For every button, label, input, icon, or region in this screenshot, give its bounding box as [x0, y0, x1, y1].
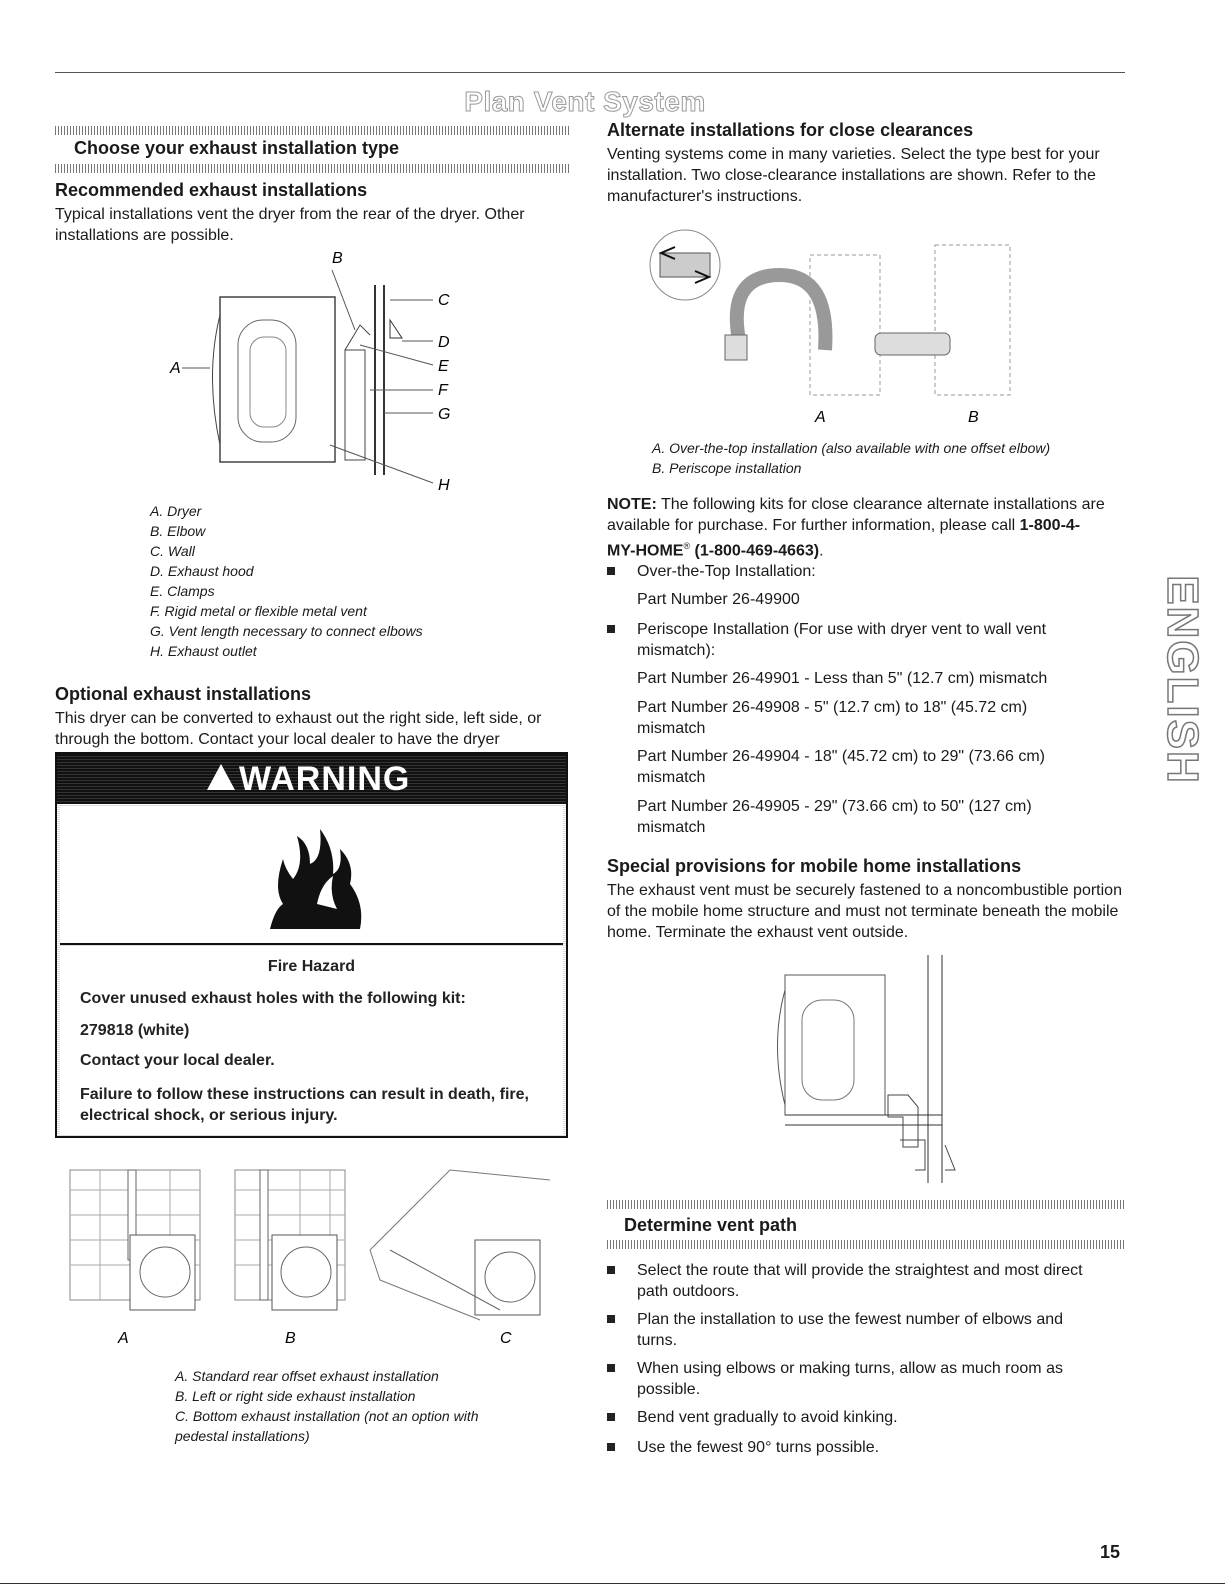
fire-hazard-symbol-panel [60, 806, 563, 945]
vent-path-rule-bottom [607, 1240, 1125, 1249]
alternate-text: Venting systems come in many varieties. Select the type best for your installation. Two close-clearance installations are shown. Refer to the manufacturer's instructions. [607, 146, 1100, 205]
top-rule [55, 72, 1125, 73]
vent-path-rule-top [607, 1200, 1125, 1209]
bottom-rule [0, 1583, 1225, 1584]
legend-item: A. Dryer [150, 503, 202, 519]
install-label-a: A [118, 1330, 129, 1347]
note-reg: ® [683, 541, 691, 551]
legend-item: D. Exhaust hood [150, 563, 254, 579]
warning-box [55, 752, 568, 1138]
legend-item: A. Standard rear offset exhaust installation [175, 1368, 439, 1384]
optional-text: This dryer can be converted to exhaust out the right side, left side, or through the bottom. Contact your local dealer to have the dryer [55, 710, 542, 748]
legend-item: B. Periscope installation [652, 460, 802, 476]
mobile-heading: Special provisions for mobile home installations [607, 856, 1022, 876]
section-title-vent-path: Determine vent path [624, 1215, 798, 1235]
note-text: The following kits for close clearance alternate installations are available for purchase. For further information, please call [607, 496, 1105, 534]
part-number: Part Number 26-49900 [637, 591, 800, 608]
installation-types-diagram [60, 1160, 560, 1350]
warning-banner [57, 754, 566, 804]
warning-banner-text: WARNING [239, 760, 411, 798]
recommended-exhaust-diagram [160, 245, 460, 495]
bullet-icon [607, 625, 615, 633]
diagram-b [235, 1170, 345, 1310]
bullet-icon [607, 1413, 615, 1421]
section-title-exhaust-type: Choose your exhaust installation type [74, 138, 400, 158]
install-label-c: C [500, 1330, 512, 1347]
bullet-icon [607, 1364, 615, 1372]
close-clearance-diagram [620, 215, 1040, 430]
language-side-tab [1152, 575, 1212, 785]
legend-item: E. Clamps [150, 583, 215, 599]
mobile-text: The exhaust vent must be securely fastened to a noncombustible portion of the mobile home structure and must not terminate beneath the mobile home. Terminate the exhaust vent outside. [607, 882, 1122, 941]
kit-title: Over-the-Top Installation: [637, 563, 816, 580]
diagram-periscope [875, 245, 1010, 395]
legend-item: A. Over-the-top installation (also available with one offset elbow) [652, 440, 1051, 456]
warning-icon [207, 764, 235, 790]
label-b: B [332, 250, 343, 267]
note-end: . [819, 542, 824, 560]
legend-item: F. Rigid metal or flexible metal vent [150, 603, 367, 619]
mobile-home-diagram [760, 955, 980, 1185]
diagram-a [70, 1170, 200, 1310]
legend-item: H. Exhaust outlet [150, 643, 257, 659]
section-rule-top [55, 126, 570, 135]
part-number: Part Number 26-49908 - 5" (12.7 cm) to 18" (45.72 cm) mismatch [637, 699, 1028, 737]
kit-title: Periscope Installation (For use with dryer vent to wall vent mismatch): [637, 621, 1047, 659]
bullet-icon [607, 567, 615, 575]
page-number: 15 [1100, 1542, 1121, 1562]
note-paragraph [607, 494, 1107, 561]
part-number: Part Number 26-49905 - 29" (73.66 cm) to 50" (127 cm) mismatch [637, 798, 1032, 836]
legend-item: B. Left or right side exhaust installation [175, 1388, 416, 1404]
side-tab-text: ENGLISH [1158, 575, 1207, 785]
label-g: G [438, 406, 451, 423]
label-e: E [438, 358, 449, 375]
legend-item: C. Wall [150, 543, 195, 559]
alt-label-b: B [968, 409, 979, 426]
recommended-heading: Recommended exhaust installations [55, 180, 368, 200]
warning-line: Contact your local dealer. [80, 1052, 275, 1069]
recommended-legend [150, 501, 423, 661]
vent-path-text: Select the route that will provide the straightest and most direct path outdoors. [637, 1262, 1083, 1300]
label-c: C [438, 292, 450, 309]
hazard-title: Fire Hazard [267, 958, 356, 975]
bullet-icon [607, 1315, 615, 1323]
legend-item: B. Elbow [150, 523, 206, 539]
bullet-icon [607, 1266, 615, 1274]
part-number: Part Number 26-49901 - Less than 5" (12.7 cm) mismatch [637, 670, 1048, 687]
optional-heading: Optional exhaust installations [55, 684, 312, 704]
warning-line: 279818 (white) [80, 1022, 190, 1039]
warning-text-panel [60, 946, 563, 1135]
vent-path-text: Plan the installation to use the fewest number of elbows and turns. [637, 1311, 1064, 1349]
alternate-legend [652, 438, 1050, 478]
fire-icon [255, 814, 375, 934]
diagram-c [370, 1170, 550, 1320]
label-d: D [438, 334, 450, 351]
warning-line: Cover unused exhaust holes with the following kit: [80, 990, 466, 1007]
page-title: Plan Vent System [464, 86, 706, 117]
bullet-icon [607, 1443, 615, 1451]
diagram-over-the-top [650, 230, 880, 395]
warning-line: Failure to follow these instructions can result in death, fire, electrical shock, or serious injury. [80, 1086, 529, 1124]
note-label: NOTE: [607, 496, 657, 513]
vent-path-text: When using elbows or making turns, allow as much room as possible. [637, 1360, 1063, 1398]
alt-label-a: A [815, 409, 826, 426]
vent-path-text: Bend vent gradually to avoid kinking. [637, 1409, 898, 1426]
alternate-heading: Alternate installations for close clearances [607, 120, 974, 140]
section-rule-bottom [55, 164, 570, 173]
part-number: Part Number 26-49904 - 18" (45.72 cm) to 29" (73.66 cm) mismatch [637, 748, 1045, 786]
legend-item: C. Bottom exhaust installation (not an option with pedestal installations) [175, 1408, 479, 1444]
label-h: H [438, 477, 450, 494]
install-types-legend [175, 1366, 505, 1446]
legend-item: G. Vent length necessary to connect elbows [150, 623, 423, 639]
label-a: A [170, 360, 181, 377]
note-phone-alt: (1-800-469-4663) [694, 542, 820, 560]
label-f: F [438, 382, 448, 399]
note-phone: 1-800-4-MY-HOME [607, 517, 1081, 560]
vent-path-text: Use the fewest 90° turns possible. [637, 1439, 880, 1456]
recommended-text: Typical installations vent the dryer from the rear of the dryer. Other installations are possible. [55, 206, 525, 244]
install-label-b: B [285, 1330, 296, 1347]
